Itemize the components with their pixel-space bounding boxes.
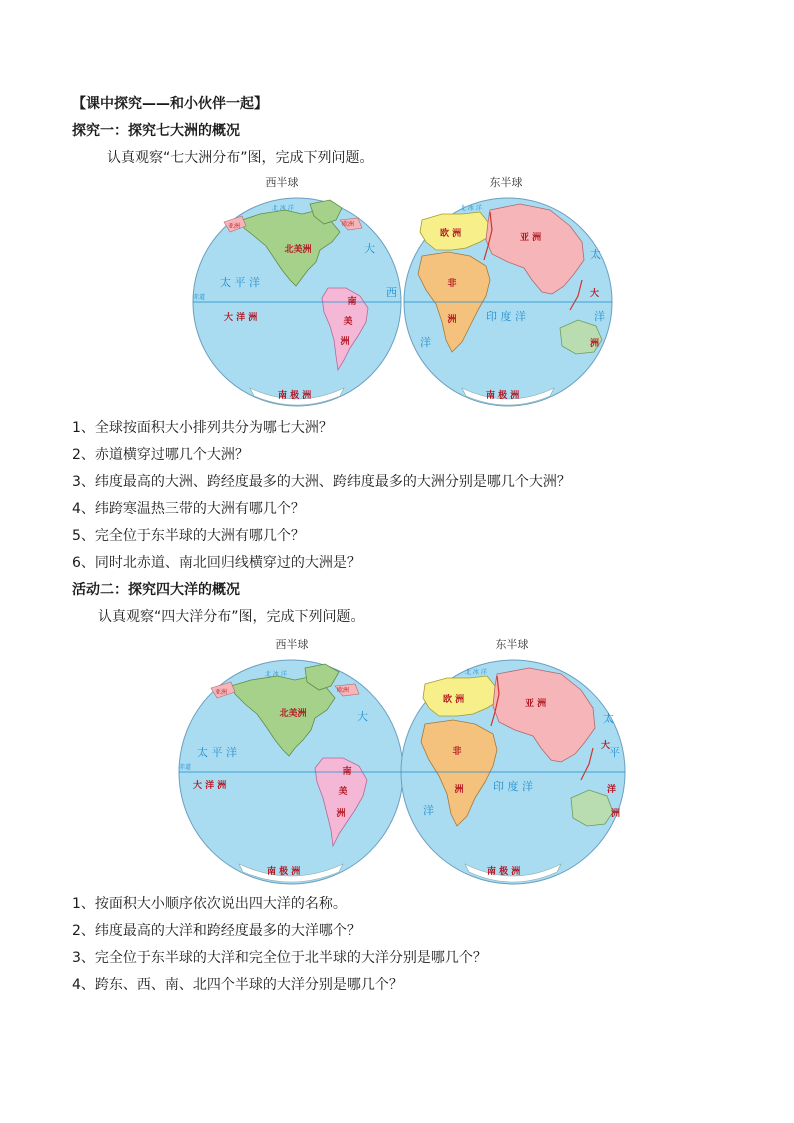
antarctica-west-label: 南 极 洲 [278, 391, 312, 401]
antarctica-east-label-2: 南 极 洲 [487, 867, 521, 877]
asia-label: 亚 洲 [520, 233, 542, 243]
section2-title: 活动二：探究四大洋的概况 [72, 582, 240, 598]
oceania-east-label-2-3: 洲 [611, 809, 621, 819]
indian-ocean-label: 印 度 洋 [486, 310, 526, 323]
section1-title: 探究一：探究七大洲的概况 [72, 123, 240, 139]
s1-question-2: 2、赤道横穿过哪几个大洲？ [72, 447, 249, 463]
south-america-label-2-1: 南 [342, 767, 352, 777]
africa-label-2: 洲 [447, 315, 457, 325]
oceania-east-label-1: 大 [590, 289, 600, 299]
east-hemisphere-label: 东半球 [489, 176, 523, 189]
atlantic-label-2: 西 [386, 286, 397, 299]
south-america-label-1: 南 [347, 297, 357, 307]
s1-question-1: 1、全球按面积大小排列共分为哪七大洲？ [72, 420, 333, 436]
antarctica-east-label: 南 极 洲 [486, 391, 520, 401]
equator-label-west: 赤道 [193, 294, 206, 301]
s2-question-4: 4、跨东、西、南、北四个半球的大洋分别是哪几个？ [72, 977, 403, 993]
west-hemisphere-label: 西半球 [265, 176, 299, 189]
south-america-label-2-2: 美 [338, 787, 348, 797]
oceania-west-label: 大 洋 洲 [224, 313, 258, 323]
west-hemisphere-label-2: 西半球 [275, 638, 309, 651]
section-header: 【课中探究——和小伙伴一起】 [72, 96, 268, 112]
arctic-label-west: 北 冰 洋 [272, 205, 294, 212]
pacific-west-label: 太 平 洋 [220, 276, 260, 289]
oceania-east-label-2-2: 洋 [607, 785, 617, 795]
pacific-east-label-3: 洋 [594, 310, 605, 323]
oceania-west-label-2: 大 洋 洲 [193, 781, 227, 791]
south-america-label-3: 洲 [340, 337, 350, 347]
africa-label-1: 非 [447, 279, 457, 289]
s2-question-1: 1、按面积大小顺序依次说出四大洋的名称。 [72, 896, 347, 912]
north-america-label: 北美洲 [284, 245, 312, 255]
south-america-label-2: 美 [343, 317, 353, 327]
section1-intro: 认真观察“七大洲分布”图，完成下列问题。 [107, 150, 374, 166]
oceania-east-label-3: 洲 [590, 339, 600, 349]
pacific-east-label-2-2: 平 [609, 746, 620, 759]
asia-small-label-west-2: 亚洲 [215, 689, 228, 696]
arctic-label-east: 北 冰 洋 [460, 205, 482, 212]
asia-label-2: 亚 洲 [525, 699, 547, 709]
s1-question-5: 5、完全位于东半球的大洲有哪几个？ [72, 528, 305, 544]
atlantic-label-2-1: 大 [357, 710, 368, 723]
atlantic-label-3: 洋 [420, 336, 431, 349]
pacific-east-label-2-1: 太 [603, 712, 614, 725]
europe-label: 欧 洲 [440, 229, 462, 239]
africa-label-2-2: 洲 [454, 785, 464, 795]
antarctica-west-label-2: 南 极 洲 [267, 867, 301, 877]
atlantic-label-2-3: 洋 [423, 804, 434, 817]
four-oceans-map [175, 632, 635, 890]
s1-question-3: 3、纬度最高的大洲、跨经度最多的大洲、跨纬度最多的大洲分别是哪几个大洲？ [72, 474, 571, 490]
asia-small-label-west: 亚洲 [228, 223, 241, 230]
atlantic-label-1: 大 [364, 242, 375, 255]
s1-question-4: 4、纬跨寒温热三带的大洲有哪几个？ [72, 501, 305, 517]
indian-ocean-label-2: 印 度 洋 [493, 780, 533, 793]
seven-continents-map [190, 170, 620, 412]
north-america-label-2: 北美洲 [279, 709, 307, 719]
europe-small-label-west-2: 欧洲 [337, 687, 350, 694]
east-hemisphere-label-2: 东半球 [495, 638, 529, 651]
equator-label-west-2: 赤道 [179, 764, 192, 771]
south-america-label-2-3: 洲 [336, 809, 346, 819]
s2-question-3: 3、完全位于东半球的大洋和完全位于北半球的大洋分别是哪几个？ [72, 950, 487, 966]
arctic-label-east-2: 北 冰 洋 [465, 669, 487, 676]
europe-small-label-west: 欧洲 [342, 221, 355, 228]
oceania-east-label-2-1: 大 [601, 741, 611, 751]
s1-question-6: 6、同时北赤道、南北回归线横穿过的大洲是？ [72, 555, 361, 571]
pacific-east-label-1: 太 [590, 248, 601, 261]
arctic-label-west-2: 北 冰 洋 [265, 671, 287, 678]
section2-intro: 认真观察“四大洋分布”图，完成下列问题。 [98, 609, 365, 625]
pacific-west-label-2: 太 平 洋 [197, 746, 237, 759]
africa-label-2-1: 非 [452, 747, 462, 757]
europe-label-2: 欧 洲 [443, 695, 465, 705]
s2-question-2: 2、纬度最高的大洋和跨经度最多的大洋哪个？ [72, 923, 361, 939]
